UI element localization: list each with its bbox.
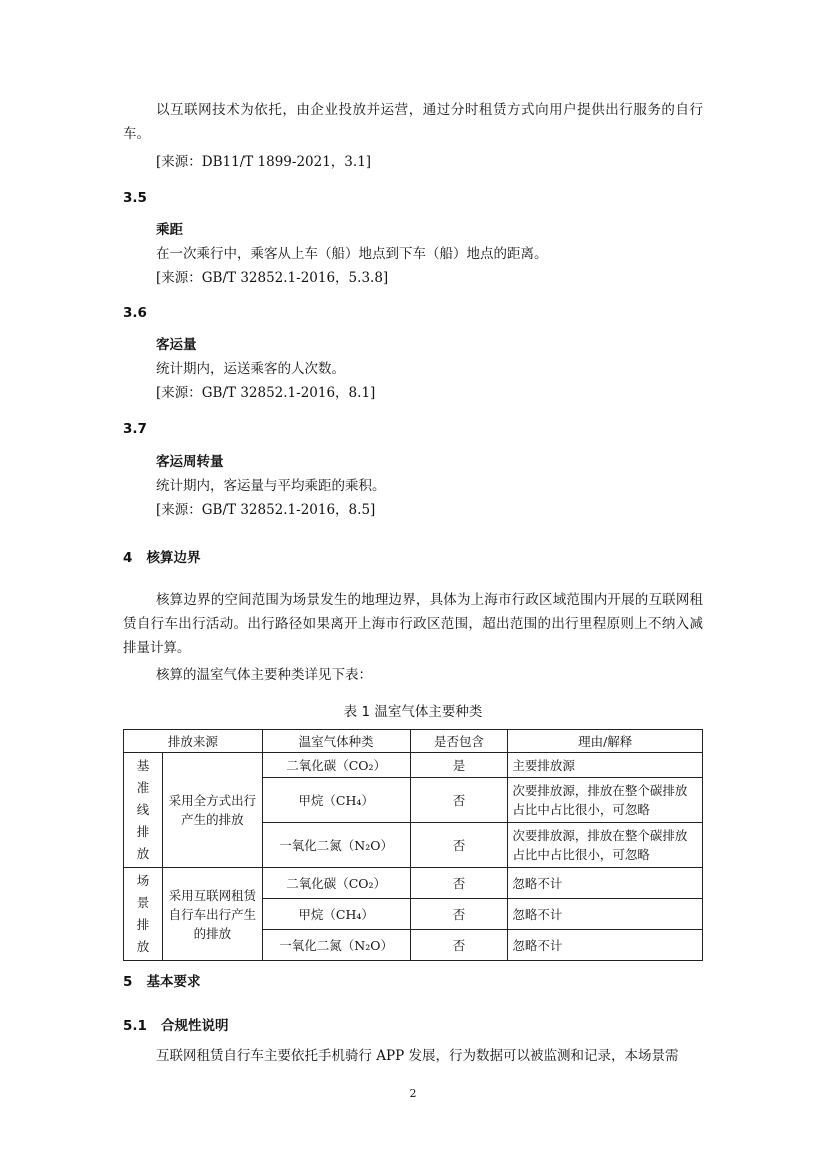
- term-number: 3.7: [123, 421, 147, 437]
- term-source: [来源：GB/T 32852.1-2016，8.5]: [156, 502, 376, 518]
- category-label: 基准线排放: [136, 758, 150, 861]
- term-title: 客运量: [156, 337, 197, 353]
- section-heading: 5 基本要求: [123, 974, 201, 990]
- term-definition: 统计期内，客运量与平均乘距的乘积。: [156, 478, 386, 494]
- header-gas-type: 温室气体种类: [262, 730, 410, 753]
- header-emission-source: 排放来源: [124, 730, 263, 753]
- reason-cell: 忽略不计: [508, 899, 703, 930]
- category-cell: [124, 753, 163, 868]
- intro-source: [来源：DB11/T 1899-2021，3.1]: [156, 154, 372, 170]
- source-label: 采用全方式出行产生的排放: [168, 793, 257, 827]
- gas-cell: 二氧化碳（CO₂）: [262, 868, 410, 899]
- source-cell: [162, 753, 262, 868]
- included-cell: 否: [410, 899, 508, 930]
- term-definition: 统计期内，运送乘客的人次数。: [156, 361, 345, 377]
- term-title: 客运周转量: [156, 454, 224, 470]
- table-row: [124, 868, 703, 899]
- gas-cell: 一氧化二氮（N₂O）: [262, 823, 410, 868]
- included-cell: 否: [410, 823, 508, 868]
- term-title: 乘距: [156, 222, 183, 238]
- gas-cell: 甲烷（CH₄）: [262, 899, 410, 930]
- included-cell: 是: [410, 753, 508, 778]
- term-source: [来源：GB/T 32852.1-2016，8.1]: [156, 385, 376, 401]
- source-label: 采用互联网租赁自行车出行产生的排放: [168, 887, 257, 941]
- term-number: 3.6: [123, 305, 147, 321]
- reason-cell: 次要排放源，排放在整个碳排放占比中占比很小，可忽略: [508, 778, 703, 823]
- gas-cell: 一氧化二氮（N₂O）: [262, 930, 410, 961]
- table-caption: 表 1 温室气体主要种类: [343, 704, 483, 720]
- intro-paragraph: 以互联网技术为依托，由企业投放并运营，通过分时租赁方式向用户提供出行服务的自行车。: [123, 102, 703, 142]
- header-included: 是否包含: [410, 730, 508, 753]
- page-number: 2: [409, 1087, 417, 1100]
- included-cell: 否: [410, 930, 508, 961]
- section5-paragraph: 互联网租赁自行车主要依托手机骑行 APP 发展，行为数据可以被监测和记录，本场景需: [156, 1048, 679, 1064]
- reason-cell: 忽略不计: [508, 868, 703, 899]
- ghg-table: [123, 729, 703, 961]
- reason-cell: 主要排放源: [508, 753, 703, 778]
- included-cell: 否: [410, 778, 508, 823]
- table-row: [124, 753, 703, 778]
- reason-cell: 次要排放源，排放在整个碳排放占比中占比很小，可忽略: [508, 823, 703, 868]
- category-label: 场景排放: [136, 873, 150, 954]
- term-definition: 在一次乘行中，乘客从上车（船）地点到下车（船）地点的距离。: [156, 246, 548, 262]
- term-number: 3.5: [123, 190, 147, 206]
- included-cell: 否: [410, 868, 508, 899]
- header-reason: 理由/解释: [508, 730, 703, 753]
- section4-paragraph-2: 核算的温室气体主要种类详见下表：: [156, 667, 372, 683]
- gas-cell: 二氧化碳（CO₂）: [262, 753, 410, 778]
- table-header-row: [124, 730, 703, 753]
- reason-cell: 忽略不计: [508, 930, 703, 961]
- subsection-heading: 5.1 合规性说明: [123, 1018, 229, 1034]
- section4-paragraph: 核算边界的空间范围为场景发生的地理边界，具体为上海市行政区域范围内开展的互联网租赁自行车出行活动。出行路径如果离开上海市行政区范围，超出范围的出行里程原则上不纳入减排量计算。: [123, 592, 703, 656]
- term-source: [来源：GB/T 32852.1-2016，5.3.8]: [156, 270, 389, 286]
- category-cell: [124, 868, 163, 961]
- gas-cell: 甲烷（CH₄）: [262, 778, 410, 823]
- section-heading: 4 核算边界: [123, 550, 201, 566]
- source-cell: [162, 868, 262, 961]
